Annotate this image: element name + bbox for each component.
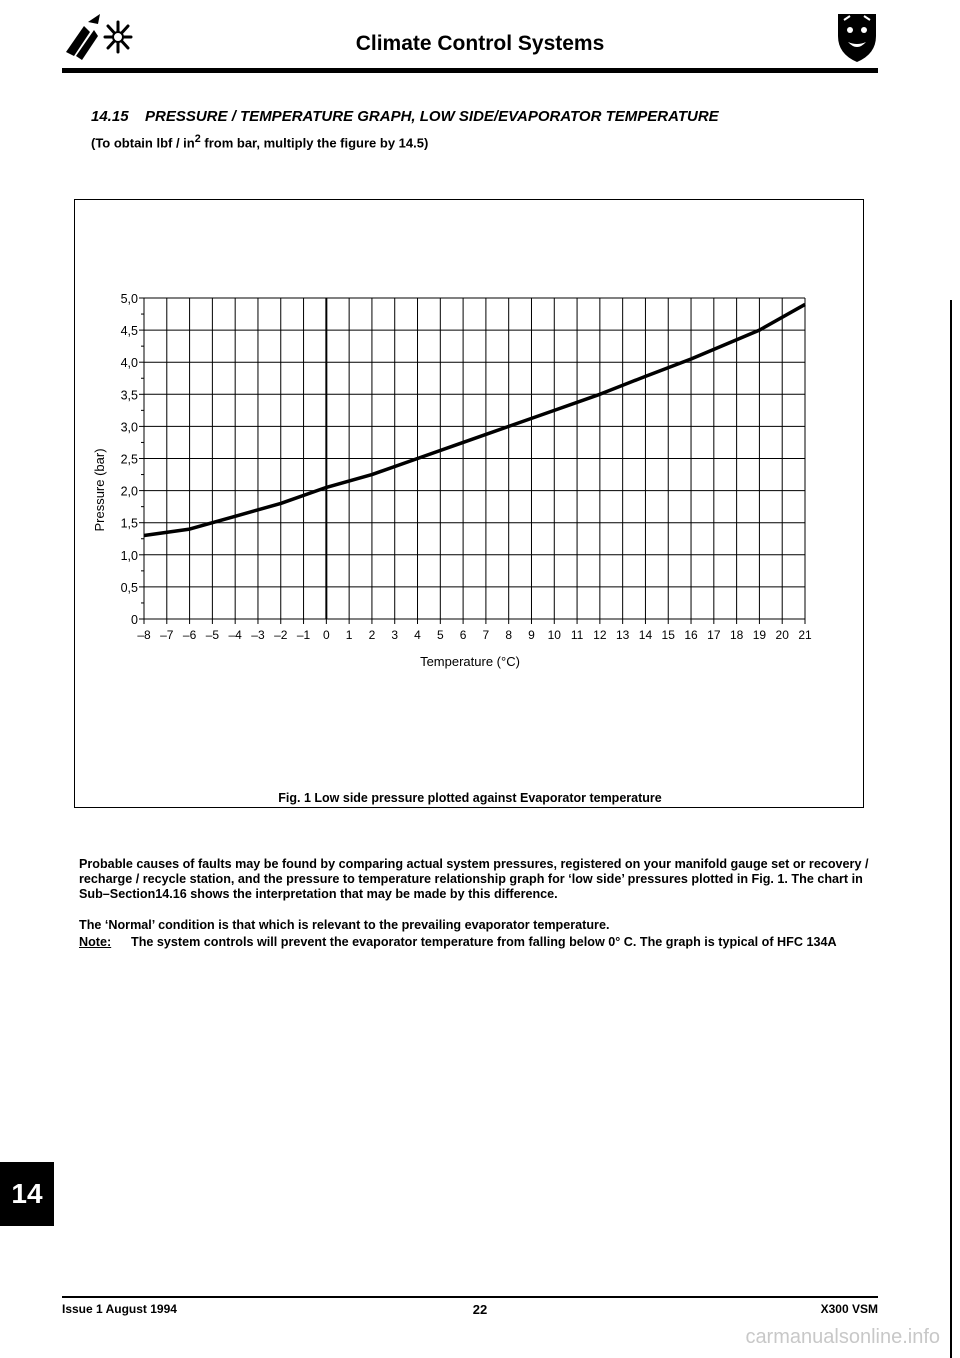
note-label: Note: xyxy=(79,935,112,949)
x-tick-label: 10 xyxy=(547,628,561,642)
section-title: PRESSURE / TEMPERATURE GRAPH, LOW SIDE/EVAPORATOR TEMPERATURE xyxy=(145,108,719,125)
section-heading xyxy=(91,108,719,125)
y-tick-label: 3,5 xyxy=(120,388,138,403)
y-tick-layer xyxy=(121,292,144,627)
x-tick-label: –7 xyxy=(160,628,174,642)
x-tick-label: 3 xyxy=(391,628,399,642)
x-tick-label: –2 xyxy=(274,628,288,642)
x-tick-label: 12 xyxy=(593,628,607,642)
y-tick-label: 1,5 xyxy=(120,516,138,531)
series-layer xyxy=(144,304,805,535)
x-tick-label: 20 xyxy=(775,628,789,642)
x-tick-label: 1 xyxy=(345,628,353,642)
x-tick-label: 4 xyxy=(414,628,421,642)
x-tick-label: 11 xyxy=(570,628,584,642)
x-tick-label: 18 xyxy=(729,628,744,642)
y-tick-label: 0 xyxy=(131,613,138,627)
x-tick-label: 7 xyxy=(482,628,490,642)
x-tick-label: –5 xyxy=(205,628,220,642)
x-tick-label: –8 xyxy=(137,628,151,642)
watermark: carmanualsonline.info xyxy=(745,1326,940,1348)
x-tick-label: 6 xyxy=(459,628,467,642)
x-tick-label: 17 xyxy=(707,628,721,642)
x-tick-label: 5 xyxy=(436,628,444,642)
y-tick-label: 2,5 xyxy=(120,452,138,467)
x-tick-layer xyxy=(137,619,812,642)
footer-issue: Issue 1 August 1994 xyxy=(62,1302,177,1316)
jaguar-emblem-icon xyxy=(834,10,880,69)
pressure-temperature-chart xyxy=(74,199,864,808)
x-tick-label: –1 xyxy=(296,628,311,642)
x-tick-label: 13 xyxy=(615,628,630,642)
body-paragraph-1: Probable causes of faults may be found by comparing actual system pressures, registered on your manifold gauge set or recovery / recharge / recycle station, and the pressure to temperature relationship graph for ‘low side’ pressures plotted in Fig. 1. The chart in Sub–Section14.16 shows the interpretation that may be made by this difference. xyxy=(79,857,869,901)
y-tick-label: 0,5 xyxy=(120,580,138,595)
x-tick-label: –3 xyxy=(251,628,265,642)
footer-page-number: 22 xyxy=(472,1302,488,1317)
x-tick-label: 14 xyxy=(638,628,653,642)
y-tick-label: 5,0 xyxy=(120,292,138,306)
page-edge-line xyxy=(950,300,952,1358)
header-title: Climate Control Systems xyxy=(355,32,605,55)
x-tick-label: 9 xyxy=(528,628,535,642)
figure-caption: Fig. 1 Low side pressure plotted against Evaporator temperature xyxy=(278,791,662,805)
y-tick-label: 1,0 xyxy=(120,548,138,563)
y-tick-label: 2,0 xyxy=(120,484,138,499)
pressure-series-line xyxy=(144,304,805,535)
conversion-note-suffix: from bar, multiply the figure by 14.5) xyxy=(200,135,429,151)
x-tick-label: 16 xyxy=(684,628,698,642)
x-axis-label: Temperature (°C) xyxy=(420,654,520,669)
conversion-note xyxy=(91,133,428,150)
x-tick-label: –4 xyxy=(228,628,242,642)
header-divider xyxy=(62,68,878,73)
footer-divider xyxy=(62,1296,878,1298)
section-number: 14.15 xyxy=(91,108,129,125)
x-tick-label: 0 xyxy=(323,628,330,642)
x-tick-label: 19 xyxy=(752,628,767,642)
grid-layer xyxy=(144,298,805,619)
conversion-note-prefix: (To obtain lbf / in xyxy=(91,135,195,151)
y-tick-label: 3,0 xyxy=(120,420,138,435)
footer-document-id: X300 VSM xyxy=(820,1302,878,1316)
x-tick-label: 21 xyxy=(798,628,812,642)
body-paragraph-2: The ‘Normal’ condition is that which is relevant to the prevailing evaporator temperature. xyxy=(79,918,610,932)
y-axis-label: Pressure (bar) xyxy=(92,448,107,532)
x-tick-label: –6 xyxy=(182,628,197,642)
x-tick-label: 2 xyxy=(368,628,376,642)
conversion-note-superscript: 2 xyxy=(194,133,201,145)
x-tick-label: 8 xyxy=(505,628,513,642)
note-text: The system controls will prevent the evaporator temperature from falling below 0° C. The graph is typical of HFC 134A xyxy=(131,935,837,949)
y-tick-label: 4,5 xyxy=(120,324,138,339)
section-tab: 14 xyxy=(0,1162,54,1226)
y-tick-label: 4,0 xyxy=(120,356,138,371)
x-tick-label: 15 xyxy=(661,628,675,642)
